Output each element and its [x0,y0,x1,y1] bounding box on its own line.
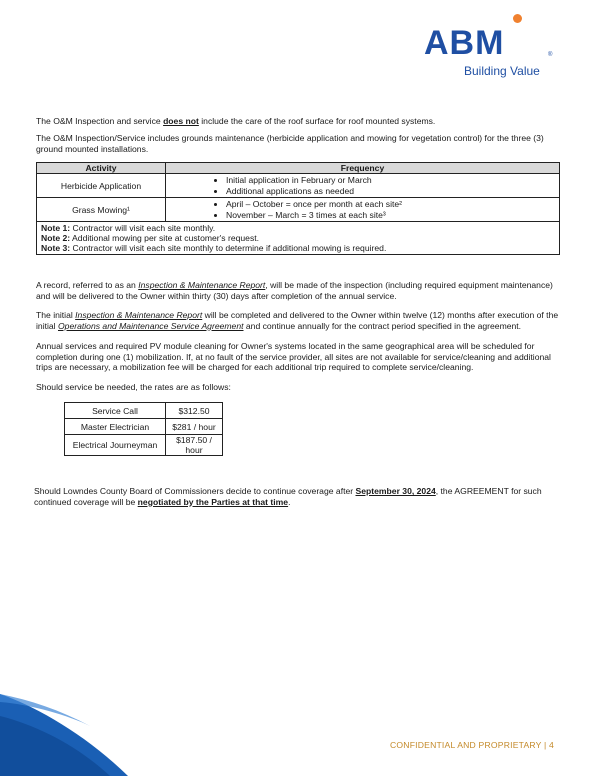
activity-cell: Herbicide Application [37,174,166,198]
negotiation-clause: negotiated by the Parties at that time [137,496,289,507]
rate-price: $281 / hour [166,419,223,435]
para1-emphasis: does not [163,116,199,126]
list-item: • Additional applications as needed [226,186,555,197]
footer-confidential: CONFIDENTIAL AND PROPRIETARY | 4 [390,740,554,750]
rate-item: Service Call [65,403,166,419]
continuation-paragraph [34,486,564,507]
table-header-row [37,163,560,174]
logo-tagline: Building Value [464,64,540,78]
notes-row [37,222,560,255]
notes-cell [37,222,560,255]
inspection-report-ref: Inspection & Maintenance Report [75,310,203,320]
note-1 [41,223,555,233]
table-row [37,174,560,198]
para7-post: . [288,496,291,507]
table-row [65,419,223,435]
rate-price: $187.50 / hour [166,435,223,456]
rate-item: Electrical Journeyman [65,435,166,456]
activity-frequency-table [36,162,560,255]
table-row [65,435,223,456]
para7-mid: , the AGREEMENT for such continued coverage will be [34,486,542,507]
para1-pre: The O&M Inspection and service [36,116,164,126]
note-text: Contractor will visit each site monthly to determine if additional mowing is required. [70,243,387,253]
abm-logo [424,14,564,84]
roof-exclusion-paragraph [36,116,566,127]
note-3 [41,243,555,253]
frequency-cell [166,174,560,198]
note-text: Additional mowing per site at customer's request. [70,233,260,243]
note-label: Note 3: [41,243,71,253]
note-label: Note 2: [41,233,71,243]
para7-pre: Should Lowndes County Board of Commissioners decide to continue coverage after [34,486,356,496]
activity-cell: Grass Mowing¹ [37,198,166,222]
inspection-report-paragraph [36,280,566,301]
note-2 [41,233,555,243]
rate-price: $312.50 [166,403,223,419]
service-agreement-ref: Operations and Maintenance Service Agreement [57,320,244,331]
list-item: • Initial application in February or March [226,175,555,186]
rates-table [64,402,223,456]
table-row [37,198,560,222]
note-text: Contractor will visit each site monthly. [70,223,216,233]
annual-services-paragraph: Annual services and required PV module cleaning for Owner's systems located in the same geographical area will be scheduled for completion during one (1) mobilization. If, at no fault of the service provider, all sites are not available for service/cleaning and additional trips are necessary, a mobilization fee will be charged for each additional trip required to complete service/cleaning. [36,341,551,373]
para4-mid: will be completed and delivered to the Owner within twelve (12) months after execution of the initial [36,310,559,331]
initial-report-paragraph [36,310,566,331]
rates-intro: Should service be needed, the rates are as follows: [36,382,231,392]
para4-pre: The initial [36,310,76,320]
inspection-report-ref: Inspection & Maintenance Report [138,280,266,290]
table-row [65,403,223,419]
para4-post: and continue annually for the contract period specified in the agreement. [243,320,522,331]
coverage-date: September 30, 2024 [355,486,436,496]
logo-brand: ABM [424,24,505,62]
para1-post: include the care of the roof surface for roof mounted systems. [198,116,436,126]
header-activity: Activity [37,163,166,174]
rate-item: Master Electrician [65,419,166,435]
note-label: Note 1: [41,223,71,233]
header-frequency: Frequency [166,163,560,174]
logo-registered: ® [548,52,553,58]
list-item: • April – October = once per month at each site² [226,199,555,210]
frequency-cell [166,198,560,222]
para3-post: , will be made of the inspection (including required equipment maintenance) and will be delivered to the Owner within thirty (30) days after completion of the annual service. [36,280,553,301]
corner-wave-graphic [0,686,140,776]
logo-dot [513,14,522,23]
grounds-maintenance-paragraph: The O&M Inspection/Service includes grounds maintenance (herbicide application and mowing for vegetation control) for the three (3) ground mounted installations. [36,133,544,154]
para3-pre: A record, referred to as an [36,280,139,290]
list-item: • November – March = 3 times at each site³ [226,210,555,221]
